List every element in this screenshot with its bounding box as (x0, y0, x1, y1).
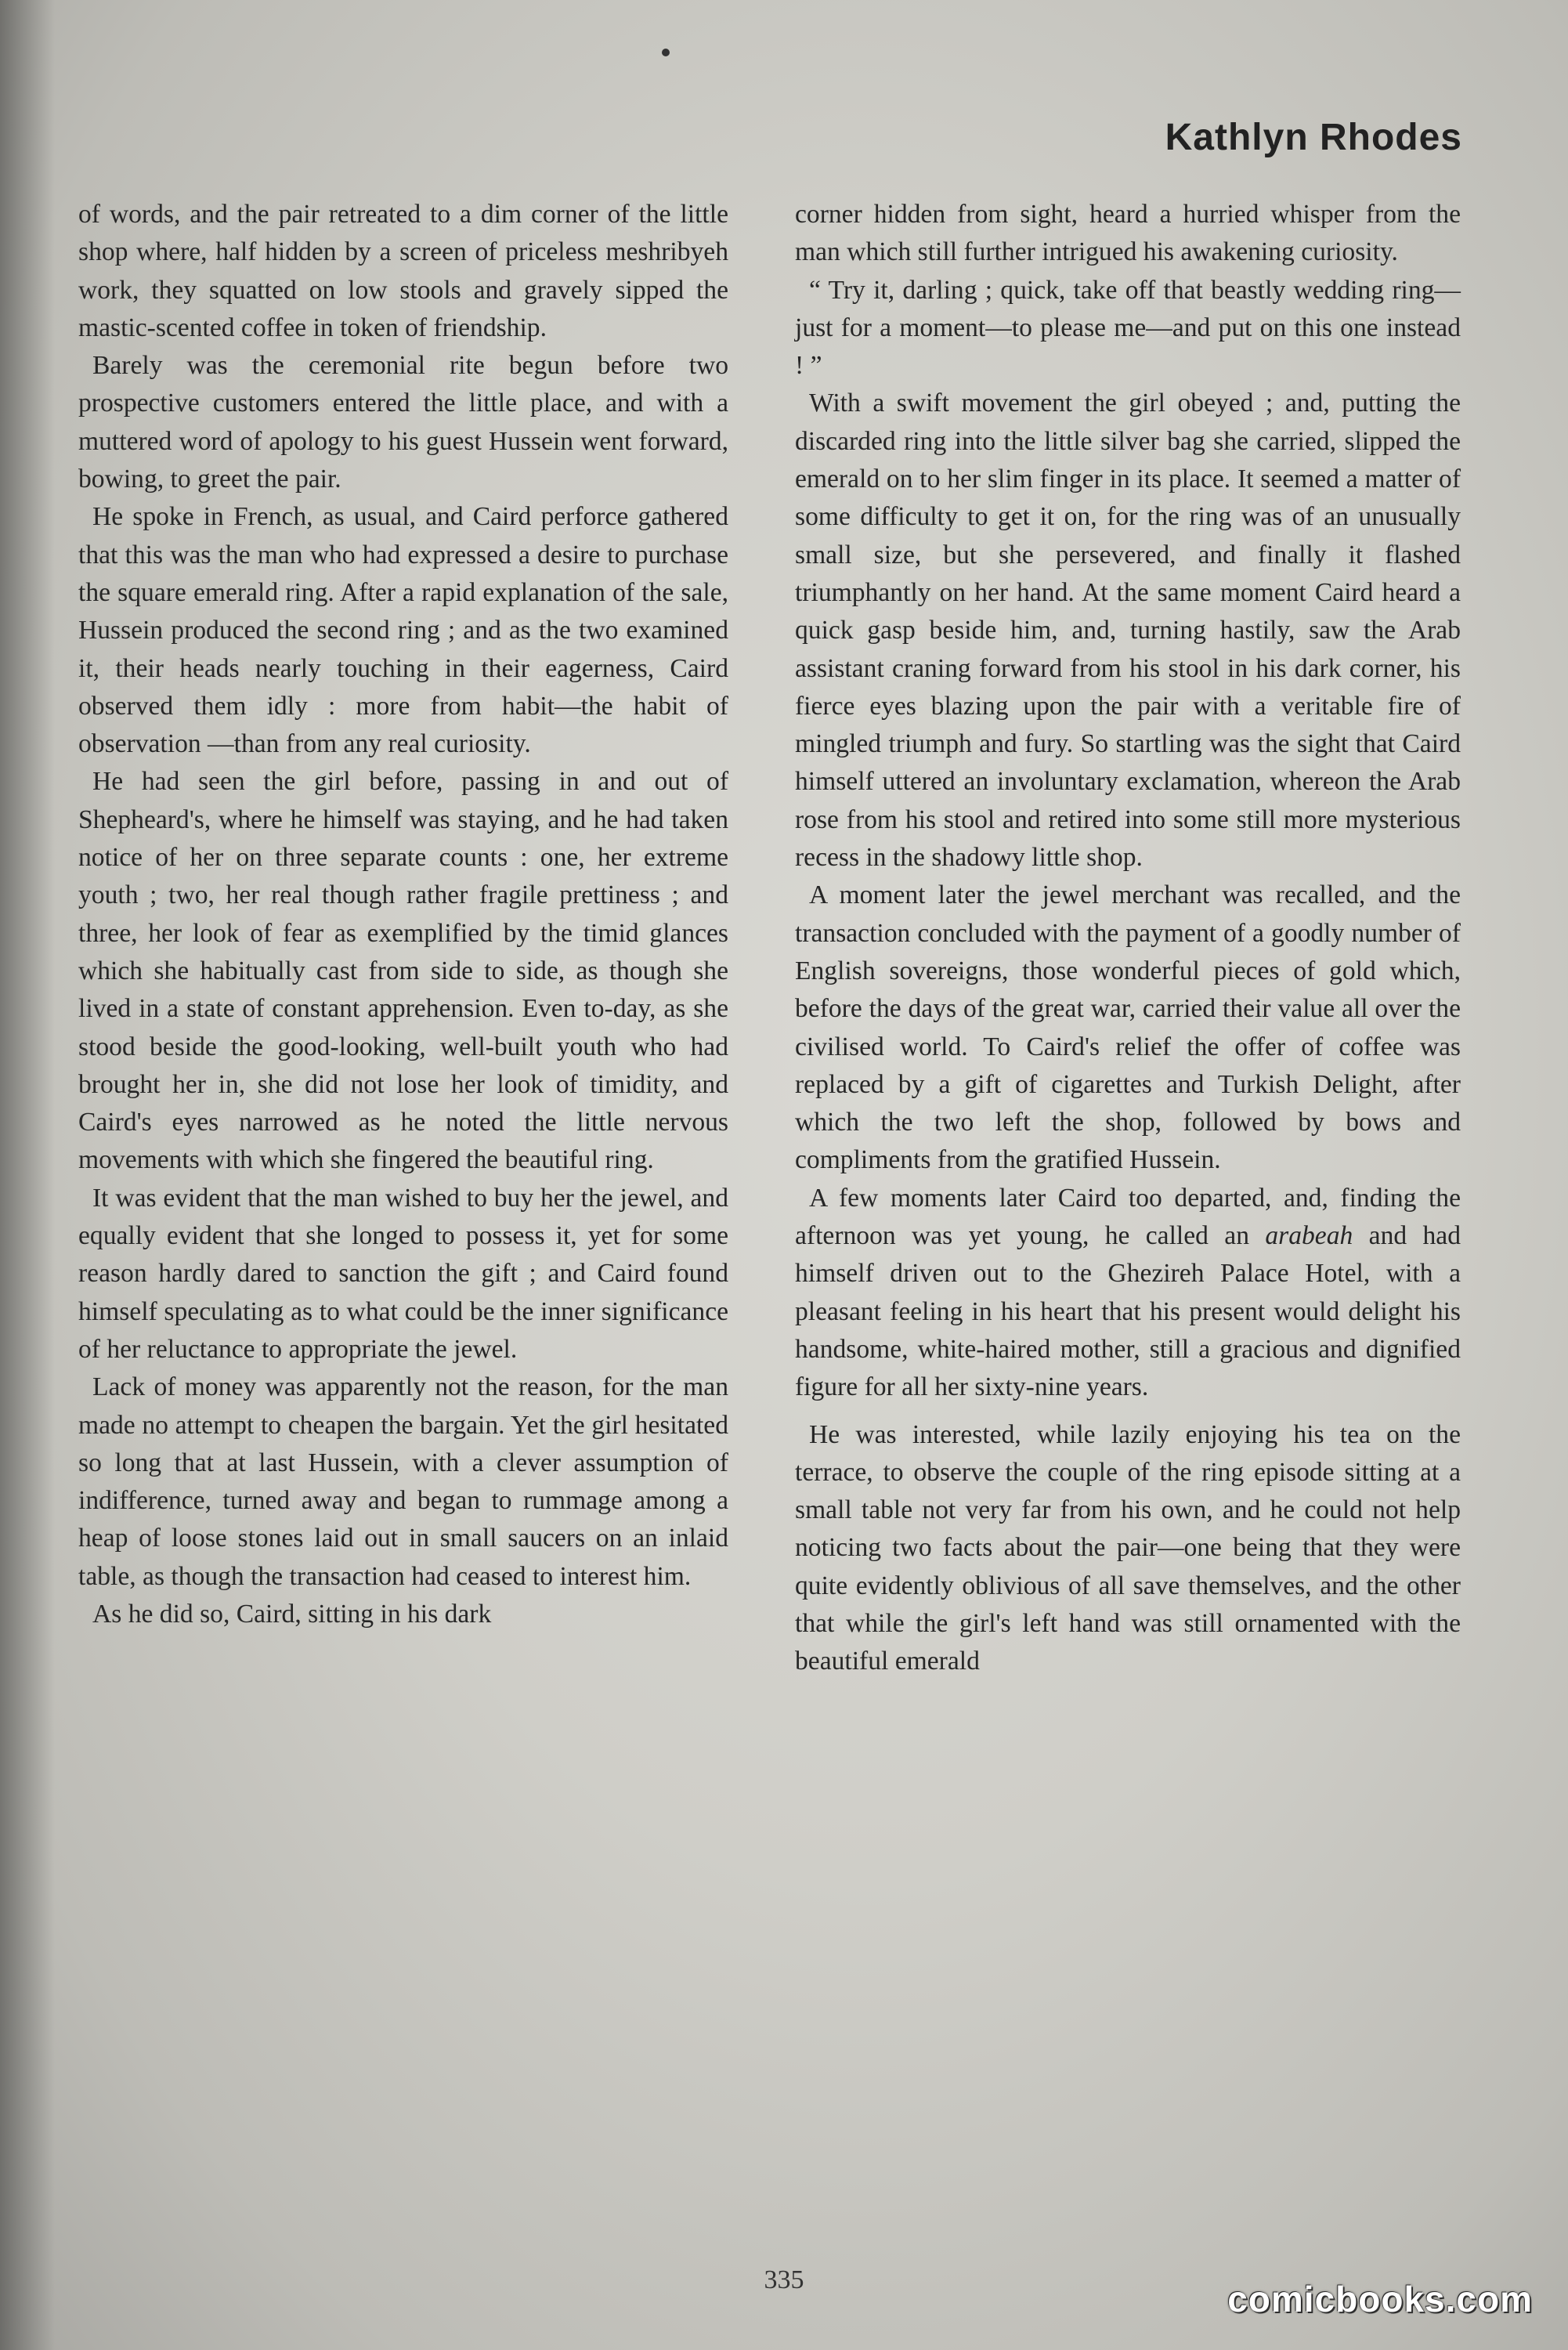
paragraph: As he did so, Caird, sitting in his dark (92, 1599, 492, 1629)
paragraph: Barely was the ceremonial rite begun before two prospective customers entered the little place, and with a muttered word of apology to his guest Hussein went forward, bowing, to greet the pair. (78, 351, 728, 494)
right-column (795, 196, 1461, 1681)
left-column (78, 196, 728, 1633)
paragraph: He spoke in French, as usual, and Caird perforce gathered that this was the man who had expressed a desire to purchase the square emerald ring. After a rapid explanation of the sale, Hussein produced the second ring ; and as the two examined it, their heads nearly touching in their eagerness, Caird observed them idly : more from habit—the habit of observation —than from any real curiosity. (78, 502, 728, 759)
running-header-author: Kathlyn Rhodes (1165, 117, 1462, 158)
watermark: comicbooks.com (1227, 2279, 1533, 2319)
paragraph: It was evident that the man wished to buy her the jewel, and equally evident that she longed to possess it, yet for some reason hardly dared to sanction the gift ; and Caird found himself speculating as to what could be the inner significance of her reluctance to appropriate the jewel. (78, 1183, 728, 1364)
paragraph (795, 1180, 1461, 1407)
paragraph: With a swift movement the girl obeyed ; and, putting the discarded ring into the little silver bag she carried, slipped the emerald on to her slim finger in its place. It seemed a matter of some difficulty to get it on, for the ring was of an unusually small size, but she persevered, and finally it flashed triumphantly on her hand. At the same moment Caird heard a quick gasp beside him, and, turning hastily, saw the Arab assistant craning forward from his stool in his dark corner, his fierce eyes blazing upon the pair with a veritable fire of mingled triumph and fury. So startling was the sight that Caird himself uttered an involuntary exclamation, whereon the Arab rose from his stool and retired into some still more mysterious recess in the shadowy little shop. (795, 389, 1461, 873)
page-number: 335 (764, 2265, 804, 2294)
paragraph: Lack of money was apparently not the reason, for the man made no attempt to cheapen the bargain. Yet the girl hesitated so long that at last Hussein, with a clever assumption of indifference, turned away and began to rummage among a heap of loose stones laid out in small saucers on an inlaid table, as though the transaction had ceased to interest him. (78, 1372, 728, 1591)
page-edge-shadow (0, 0, 55, 2350)
paragraph: “ Try it, darling ; quick, take off that beastly wedding ring—just for a moment—to please me—and put on this one instead ! ” (795, 275, 1461, 381)
paragraph: corner hidden from sight, heard a hurried whisper from the man which still further intrigued his awakening curiosity. (795, 200, 1461, 267)
italic-word: arabeah (1265, 1221, 1353, 1251)
paragraph: of words, and the pair retreated to a dim corner of the little shop where, half hidden by a screen of priceless meshribyeh work, they squatted on low stools and gravely sipped the mastic-scented coffee in token of friendship. (78, 200, 728, 342)
text-run: and had himself driven out to the Ghezireh Palace Hotel, with a pleasant feeling in his heart that his present would delight his handsome, white-haired mother, still a gracious and dignified figure for all her sixty-nine years. (795, 1221, 1461, 1402)
paragraph: A moment later the jewel merchant was recalled, and the transaction concluded with the payment of a goodly number of English sovereigns, those wonderful pieces of gold which, before the days of the great war, carried their value all over the civilised world. To Caird's relief the offer of coffee was replaced by a gift of cigarettes and Turkish Delight, after which the two left the shop, followed by bows and compliments from the gratified Hussein. (795, 880, 1461, 1175)
text-run: A few moments later Caird too departed, and, finding the afternoon was yet young, he called an (795, 1183, 1461, 1251)
ink-dot (662, 49, 670, 56)
paragraph: He had seen the girl before, passing in and out of Shepheard's, where he himself was staying, and he had taken notice of her on three separate counts : one, her extreme youth ; two, her real though rather fragile prettiness ; and three, her look of fear as exemplified by the timid glances which she habitually cast from side to side, as though she lived in a state of constant apprehension. Even to-day, as she stood beside the good-looking, well-built youth who had brought her in, she did not lose her look of timidity, and Caird's eyes narrowed as he noted the little nervous movements with which she fingered the beautiful ring. (78, 767, 728, 1175)
paragraph: He was interested, while lazily enjoying his tea on the terrace, to observe the couple of the ring episode sitting at a small table not very far from his own, and he could not help noticing two facts about the pair—one being that they were quite evidently oblivious of all save themselves, and the other that while the girl's left hand was still ornamented with the beautiful emerald (795, 1419, 1461, 1676)
